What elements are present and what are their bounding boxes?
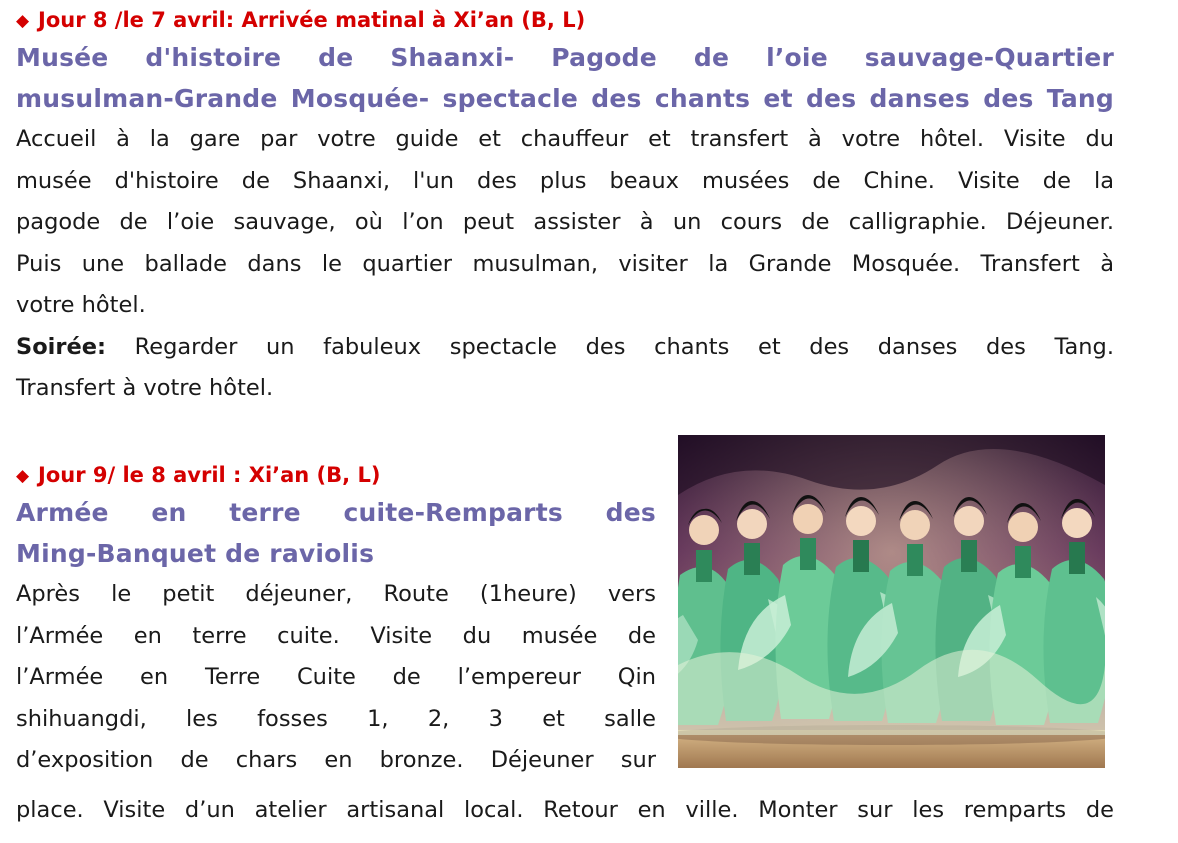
- day9-section: [16, 459, 656, 782]
- day9-body-line: Après le petit déjeuner, Route (1heure) vers: [16, 581, 656, 607]
- day9-body-line: shihuangdi, les fosses 1, 2, 3 et salle: [16, 705, 656, 732]
- day8-heading-text: Jour 8 /le 7 avril: Arrivée matinal à Xi’an (B, L): [38, 8, 586, 32]
- day8-title-line: musulman-Grande Mosquée- spectacle des chants et des danses des Tang: [16, 84, 1114, 113]
- day8-body-line: pagode de l’oie sauvage, où l’on peut assister à un cours de calligraphie. Déjeuner.: [16, 209, 1114, 235]
- day8-section: [16, 4, 1114, 410]
- day8-evening-text: Regarder un fabuleux spectacle des chants et des danses des Tang.: [106, 333, 1114, 360]
- day9-body: [16, 574, 656, 782]
- day9-body-line: place. Visite d’un atelier artisanal local. Retour en ville. Monter sur les remparts de: [16, 797, 1114, 823]
- day8-title: [16, 37, 1114, 119]
- tang-dancers-photo: [678, 435, 1105, 768]
- day8-evening-label: Soirée:: [16, 333, 106, 360]
- day8-title-line: Musée d'histoire de Shaanxi- Pagode de l’oie sauvage-Quartier: [16, 43, 1114, 72]
- day9-body-line: l’Armée en Terre Cuite de l’empereur Qin: [16, 664, 656, 690]
- photo-illustration: [678, 435, 1105, 768]
- diamond-bullet-icon: ◆: [16, 11, 30, 31]
- day8-body-line: Puis une ballade dans le quartier musulman, visiter la Grande Mosquée. Transfert à: [16, 250, 1114, 277]
- day9-heading-text: Jour 9/ le 8 avril : Xi’an (B, L): [38, 463, 381, 487]
- day9-title: [16, 492, 656, 574]
- day8-body-line: musée d'histoire de Shaanxi, l'un des plus beaux musées de Chine. Visite de la: [16, 167, 1114, 194]
- diamond-bullet-icon: ◆: [16, 466, 30, 486]
- day9-title-line: Armée en terre cuite-Remparts des: [16, 498, 656, 527]
- day9-title-line: Ming-Banquet de raviolis: [16, 539, 375, 568]
- day9-body-line: d’exposition de chars en bronze. Déjeuner sur: [16, 747, 656, 773]
- day9-body-line: l’Armée en terre cuite. Visite du musée de: [16, 622, 656, 649]
- day8-body: [16, 119, 1114, 410]
- day8-body-line: Accueil à la gare par votre guide et chauffeur et transfert à votre hôtel. Visite du: [16, 126, 1114, 152]
- day9-continuation: [16, 790, 1114, 832]
- day8-evening-line: [16, 327, 1114, 369]
- day8-body-line: votre hôtel.: [16, 292, 146, 318]
- day8-evening-line: Transfert à votre hôtel.: [16, 375, 274, 401]
- day8-heading: [16, 4, 1114, 37]
- day9-heading: [16, 459, 656, 492]
